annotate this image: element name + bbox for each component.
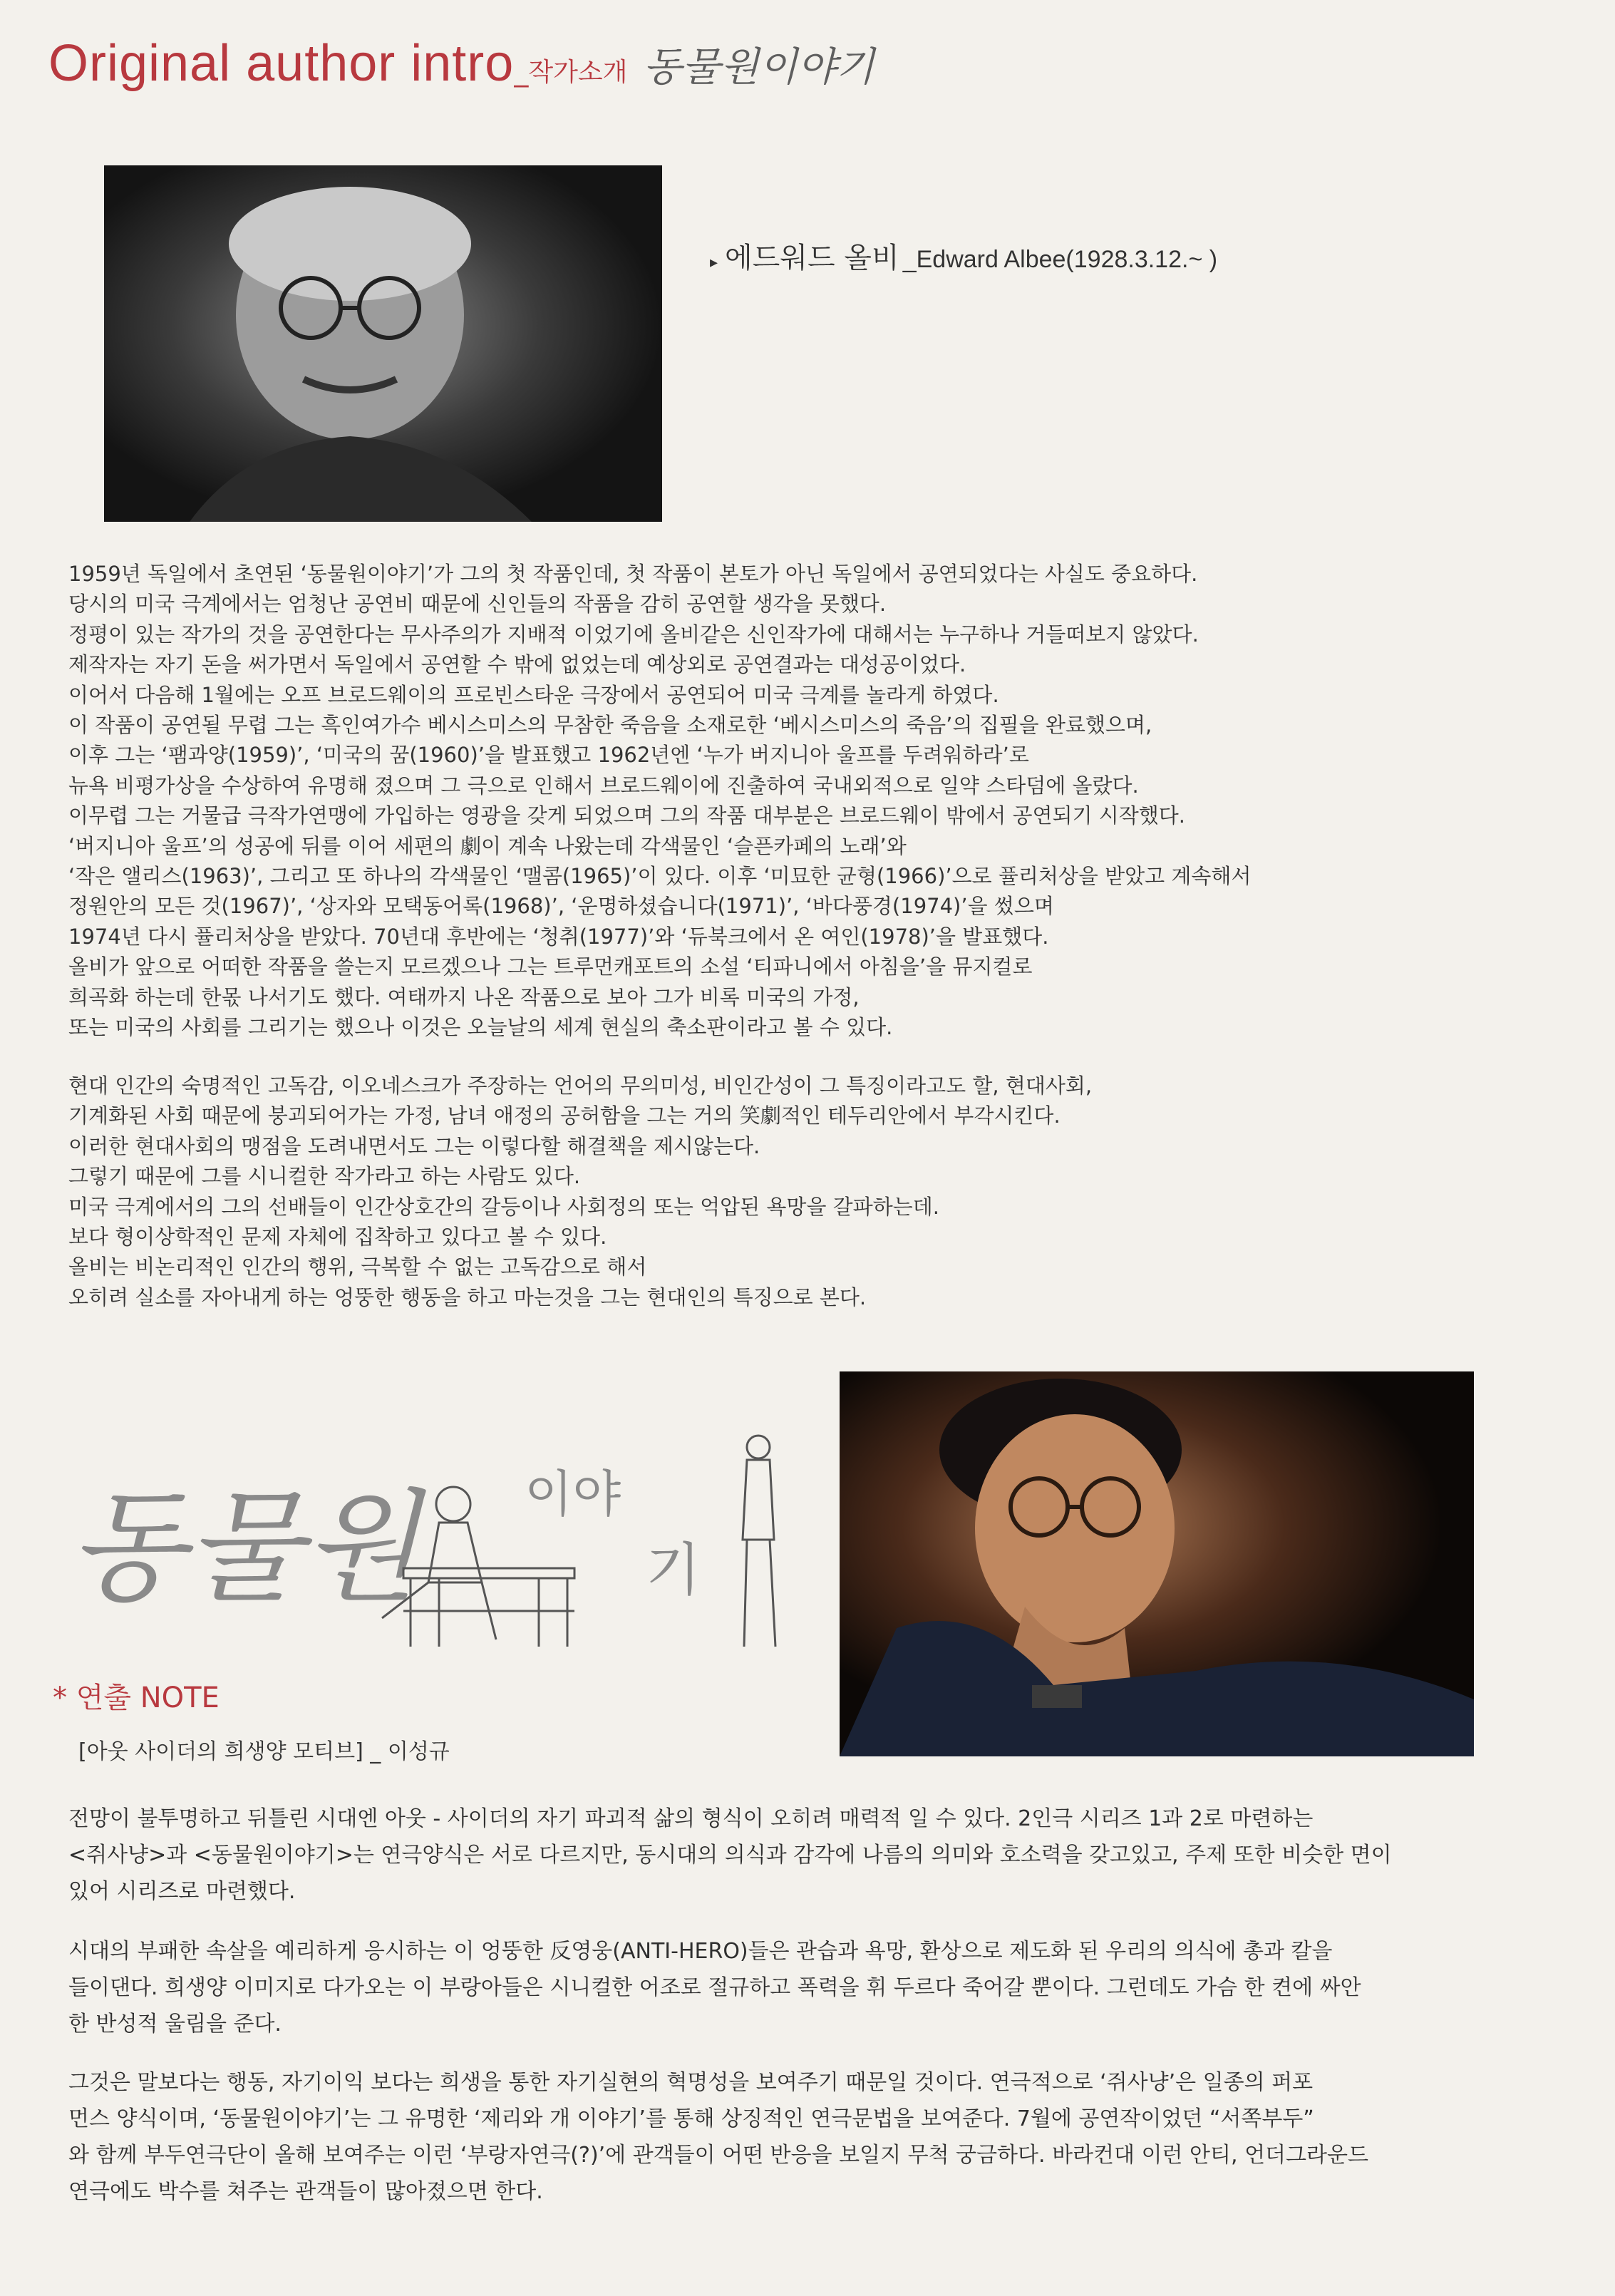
text-line: 뉴욕 비평가상을 수상하여 유명해 졌으며 그 극으로 인해서 브로드웨이에 진출하여 국내외적으로 일약 스타덤에 올랐다. xyxy=(68,773,1139,798)
director-note-label xyxy=(53,1675,220,1716)
text-line: 또는 미국의 사회를 그리기는 했으나 이것은 오늘날의 세계 현실의 축소판이라고 볼 수 있다. xyxy=(68,1015,893,1040)
header-separator: _ xyxy=(514,55,529,88)
text-line: 보다 형이상학적인 문제 자체에 집착하고 있다고 볼 수 있다. xyxy=(68,1225,607,1250)
text-line: 정원안의 모든 것(1967)’, ‘상자와 모택동어록(1968)’, ‘운명하셨습니다(1971)’, ‘바다풍경(1974)’을 썼으며 xyxy=(68,894,1054,919)
text-line: 당시의 미국 극계에서는 엄청난 공연비 때문에 신인들의 작품을 감히 공연할 생각을 못했다. xyxy=(68,592,887,617)
header-brand: 동물원이야기 xyxy=(643,44,875,91)
text-line: 이 작품이 공연될 무렵 그는 흑인여가수 베시스미스의 무참한 죽음을 소재로한 ‘베시스미스의 죽음’의 집필을 완료했으며, xyxy=(68,713,1152,738)
text-line: 1974년 다시 퓰리처상을 받았다. 70년대 후반에는 ‘청취(1977)’와 ‘듀북크에서 온 여인(1978)’을 발표했다. xyxy=(68,924,1049,949)
author-portrait-photo xyxy=(104,165,662,522)
title-art-part2: 이야 xyxy=(525,1465,621,1523)
title-art xyxy=(68,1426,810,1661)
header-title-ko: 작가소개 xyxy=(528,58,628,87)
text-line: 그렇기 때문에 그를 시니컬한 작가라고 하는 사람도 있다. xyxy=(68,1164,581,1189)
author-caption xyxy=(710,235,1217,276)
text-line: 있어 시리즈로 마련했다. xyxy=(68,1879,296,1904)
text-line: 현대 인간의 숙명적인 고독감, 이오네스크가 주장하는 언어의 무의미성, 비인간성이 그 특징이라고도 할, 현대사회, xyxy=(68,1074,1093,1098)
text-line: 이무렵 그는 거물급 극작가연맹에 가입하는 영광을 갖게 되었으며 그의 작품 대부분은 브로드웨이 밖에서 공연되기 시작했다. xyxy=(68,803,1185,828)
essay-paragraph-1 xyxy=(68,1801,1552,1910)
text-line: 먼스 양식이며, ‘동물원이야기’는 그 유명한 ‘제리와 개 이야기’를 통해 상징적인 연극문법을 보여준다. 7월에 공연작이었던 “서쪽부두” xyxy=(68,2106,1314,2131)
triangle-bullet-icon: ▸ xyxy=(710,254,718,272)
text-line: 올비가 앞으로 어떠한 작품을 쓸는지 모르겠으나 그는 트루먼캐포트의 소설 ‘티파니에서 아침을’을 뮤지컬로 xyxy=(68,954,1033,979)
text-line: 연극에도 박수를 쳐주는 관객들이 많아졌으면 한다. xyxy=(68,2179,543,2204)
text-line: 그것은 말보다는 행동, 자기이익 보다는 희생을 통한 자기실현의 혁명성을 보여주기 때문일 것이다. 연극적으로 ‘쥐사냥’은 일종의 퍼포 xyxy=(68,2070,1314,2095)
text-line: 시대의 부패한 속살을 예리하게 응시하는 이 엉뚱한 反영웅(ANTI-HERO)들은 관습과 욕망, 환상으로 제도화 된 우리의 의식에 총과 칼을 xyxy=(68,1939,1333,1964)
text-line: 이러한 현대사회의 맹점을 도려내면서도 그는 이렇다할 해결책을 제시않는다. xyxy=(68,1133,760,1158)
asterisk-icon: * xyxy=(53,1682,67,1714)
caption-name-ko: 에드워드 올비 xyxy=(725,242,899,274)
essay-paragraph-2 xyxy=(68,1933,1552,2042)
essay-paragraph-3 xyxy=(68,2064,1552,2210)
text-line: 기계화된 사회 때문에 붕괴되어가는 가정, 남녀 애정의 공허함을 그는 거의 笑劇적인 테두리안에서 부각시킨다. xyxy=(68,1103,1061,1128)
bio-paragraph-2 xyxy=(68,1071,1465,1312)
text-line: 미국 극계에서의 그의 선배들이 인간상호간의 갈등이나 사회정의 또는 억압된 욕망을 갈파하는데. xyxy=(68,1194,939,1219)
text-line: 1959년 독일에서 초연된 ‘동물원이야기’가 그의 첫 작품인데, 첫 작품이 본토가 아닌 독일에서 공연되었다는 사실도 중요하다. xyxy=(68,562,1198,586)
header-title-en: Original author intro xyxy=(48,35,515,92)
director-portrait-photo xyxy=(840,1371,1474,1756)
page-header xyxy=(48,34,874,93)
text-line: 전망이 불투명하고 뒤틀린 시대엔 아웃 - 사이더의 자기 파괴적 삶의 형식이 오히려 매력적 일 수 있다. 2인극 시리즈 1과 2로 마련하는 xyxy=(68,1806,1314,1831)
text-line: 제작자는 자기 돈을 써가면서 독일에서 공연할 수 밖에 없었는데 예상외로 공연결과는 대성공이었다. xyxy=(68,652,966,677)
text-line: 올비는 비논리적인 인간의 행위, 극복할 수 없는 고독감으로 해서 xyxy=(68,1255,647,1280)
caption-name-en: _Edward Albee(1928.3.12.~ ) xyxy=(902,246,1218,273)
text-line: 와 함께 부두연극단이 올해 보여주는 이런 ‘부랑자연극(?)’에 관객들이 어떤 반응을 보일지 무척 궁금하다. 바라컨대 이런 안티, 언더그라운드 xyxy=(68,2143,1368,2168)
director-note-subtitle: [아웃 사이더의 희생양 모티브] _ 이성규 xyxy=(78,1739,450,1764)
note-label-text: 연출 NOTE xyxy=(76,1682,220,1714)
text-line: 한 반성적 울림을 준다. xyxy=(68,2012,282,2037)
title-art-part3: 기 xyxy=(646,1537,701,1603)
text-line: 이어서 다음해 1월에는 오프 브로드웨이의 프로빈스타운 극장에서 공연되어 미국 극계를 놀라게 하였다. xyxy=(68,682,999,707)
text-line: 들이댄다. 희생양 이미지로 다가오는 이 부랑아들은 시니컬한 어조로 절규하고 폭력을 휘 두르다 죽어갈 뿐이다. 그런데도 가슴 한 켠에 싸안 xyxy=(68,1975,1361,2000)
text-line: 이후 그는 ‘팸과양(1959)’, ‘미국의 꿈(1960)’을 발표했고 1962년엔 ‘누가 버지니아 울프를 두려워하라’로 xyxy=(68,743,1029,768)
text-line: <쥐사냥>과 <동물원이야기>는 연극양식은 서로 다르지만, 동시대의 의식과 감각에 나름의 의미와 호소력을 갖고있고, 주제 또한 비슷한 면이 xyxy=(68,1843,1392,1868)
title-art-part1: 동물원 xyxy=(68,1478,420,1619)
text-line: 정평이 있는 작가의 것을 공연한다는 무사주의가 지배적 이었기에 올비같은 신인작가에 대해서는 누구하나 거들떠보지 않았다. xyxy=(68,622,1199,647)
text-line: 희곡화 하는데 한몫 나서기도 했다. 여태까지 나온 작품으로 보아 그가 비록 미국의 가정, xyxy=(68,984,860,1009)
text-line: ‘버지니아 울프’의 성공에 뒤를 이어 세편의 劇이 계속 나왔는데 각색물인 ‘슬픈카페의 노래’와 xyxy=(68,833,907,858)
bio-paragraph-1 xyxy=(68,559,1465,1043)
text-line: ‘작은 앨리스(1963)’, 그리고 또 하나의 각색물인 ‘맬콤(1965)’이 있다. 이후 ‘미묘한 균형(1966)’으로 퓰리처상을 받았고 계속해서 xyxy=(68,864,1252,889)
text-line: 오히려 실소를 자아내게 하는 엉뚱한 행동을 하고 마는것을 그는 현대인의 특징으로 본다. xyxy=(68,1285,867,1309)
